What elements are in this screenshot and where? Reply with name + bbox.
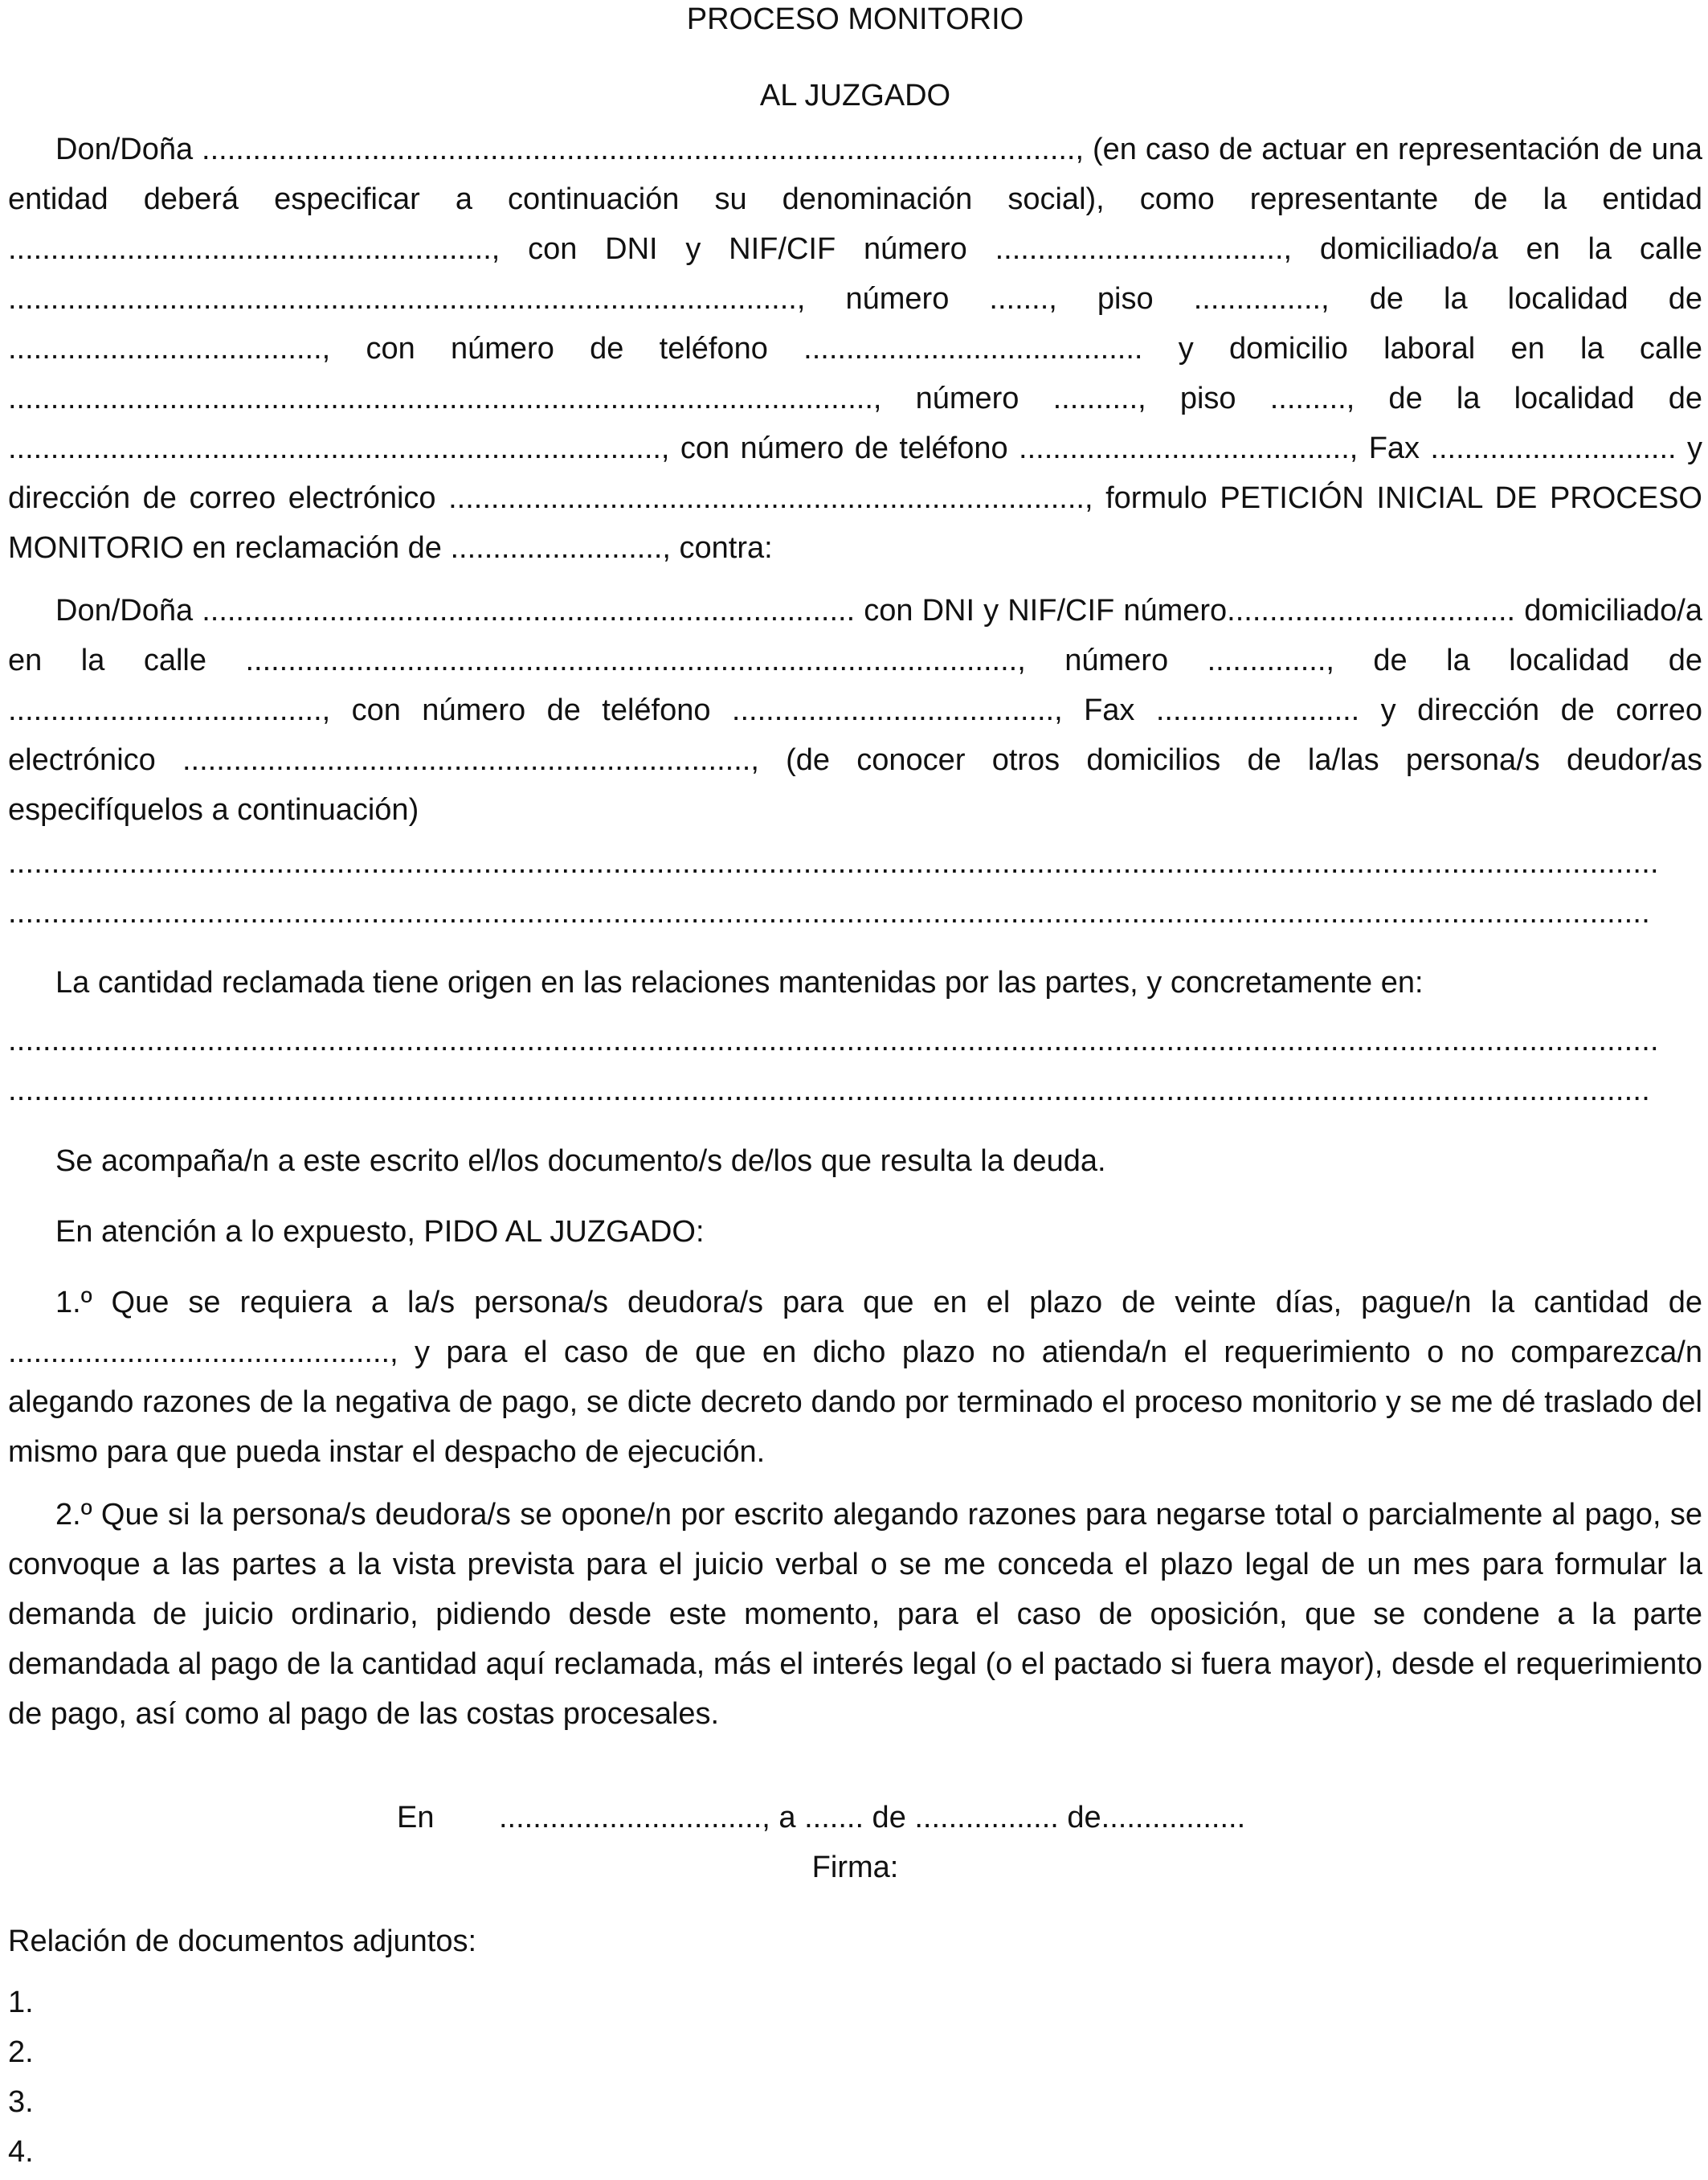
debtor-fill-line-1: ............................................................................................................................................................................................... bbox=[8, 846, 1659, 880]
origin-paragraph: La cantidad reclamada tiene origen en las relaciones mantenidas por las partes, y concretamente en: bbox=[55, 966, 1424, 1000]
attachment-item: 2. bbox=[8, 2035, 34, 2069]
place-date-fields: ..............................., a ....... de ................. de................. bbox=[499, 1801, 1246, 1834]
attached-documents-paragraph: Se acompaña/n a este escrito el/los documento/s de/los que resulta la deuda. bbox=[55, 1144, 1106, 1178]
debtor-paragraph: Don/Doña ............................................................................. con DNI y NIF/CIF número.................................. domiciliado/a en la calle ..........................................................................................., número .............., de la localidad de ....................................., con número de teléfono ......................................, Fax ........................ y dirección de correo electrónico ..................................................................., (de conocer otros domicilios de la/las persona/s deudor/as especifíquelos a continuación) bbox=[8, 594, 1702, 827]
place-date-line bbox=[8, 1793, 1702, 1843]
request-intro: En atención a lo expuesto, PIDO AL JUZGADO: bbox=[55, 1215, 705, 1249]
request-item-1: 1.º Que se requiera a la/s persona/s deudora/s para que en el plazo de veinte días, pague/n la cantidad de ............................................., y para el caso de que en dicho plazo no atienda/n el requerimiento o no comparezca/n alegando razones de la negativa de pago, se dicte decreto dando por terminado el proceso monitorio y se me dé traslado del mismo para que pueda instar el despacho de ejecución. bbox=[8, 1286, 1702, 1469]
document-title: PROCESO MONITORIO bbox=[686, 2, 1024, 36]
origin-fill-line-2: .............................................................................................................................................................................................. bbox=[8, 1074, 1650, 1107]
attachment-item: 3. bbox=[8, 2085, 34, 2119]
origin-fill-line-1: ............................................................................................................................................................................................... bbox=[8, 1024, 1659, 1057]
attachment-item: 1. bbox=[8, 1986, 34, 2019]
signature-label: Firma: bbox=[811, 1851, 899, 1884]
attachments-list bbox=[8, 1978, 1702, 2177]
document-subtitle: AL JUZGADO bbox=[759, 79, 951, 112]
attachments-title: Relación de documentos adjuntos: bbox=[8, 1924, 477, 1958]
claimant-paragraph: Don/Doña ......................................................................................................., (en caso de actuar en representación de una entidad deberá especificar a continuación su denominación social), como representante de la entidad ........................................................., con DNI y NIF/CIF número .................................., domiciliado/a en la calle ............................................................................................., número ......., piso ..............., de la localidad de ....................................., con número de teléfono ........................................ y domicilio laboral en la calle ......................................................................................................, número .........., piso ........., de la localidad de ............................................................................., con número de teléfono ......................................., Fax ............................. y dirección de correo electrónico ..........................................................................., formulo PETICIÓN INICIAL DE PROCESO MONITORIO en reclamación de ........................., contra: bbox=[8, 133, 1702, 565]
debtor-fill-line-2: .............................................................................................................................................................................................. bbox=[8, 896, 1650, 930]
request-item-2: 2.º Que si la persona/s deudora/s se opone/n por escrito alegando razones para negarse total o parcialmente al pago, se convoque a las partes a la vista prevista para el juicio verbal o se me conceda el plazo legal de un mes para formular la demanda de juicio ordinario, pidiendo desde este momento, para el caso de oposición, que se condene a la parte demandada al pago de la cantidad aquí reclamada, más el interés legal (o el pactado si fuera mayor), desde el requerimiento de pago, así como al pago de las costas procesales. bbox=[8, 1498, 1702, 1731]
place-label: En bbox=[397, 1801, 435, 1834]
attachment-item: 4. bbox=[8, 2135, 34, 2169]
